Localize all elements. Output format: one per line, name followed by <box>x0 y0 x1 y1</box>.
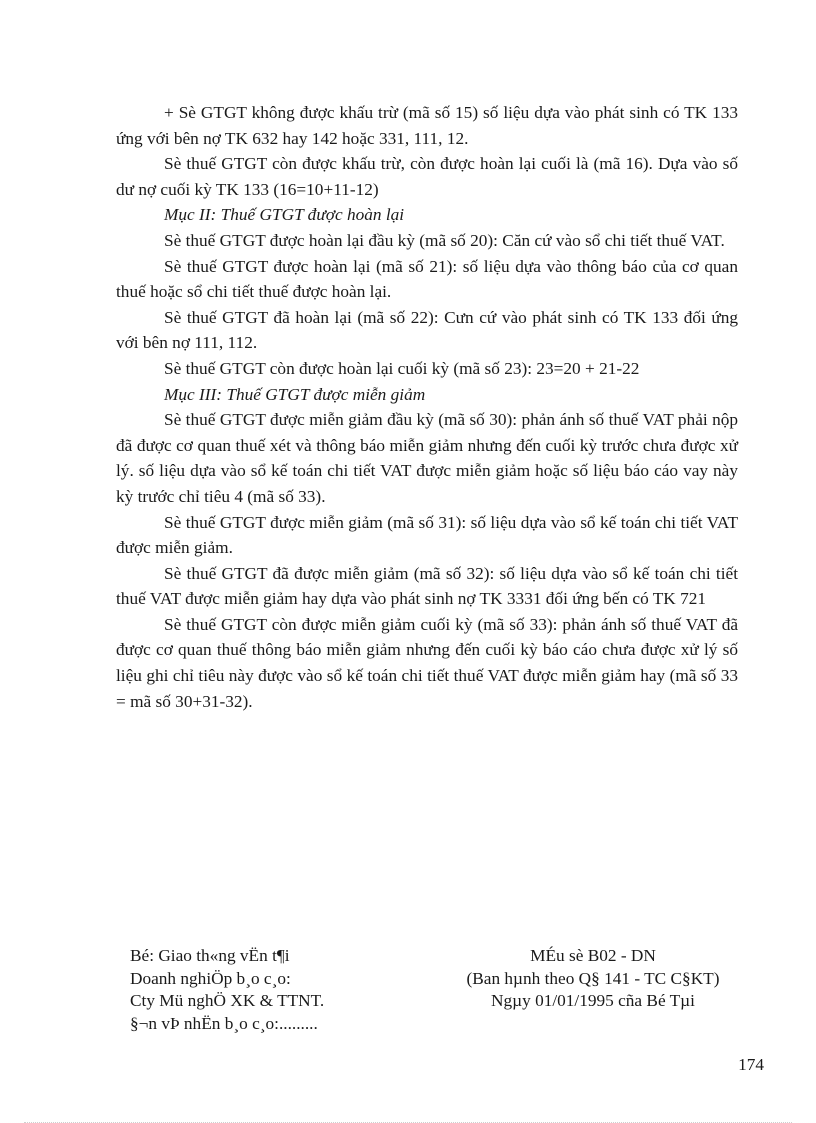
paragraph: Sè thuế GTGT được hoàn lại (mã số 21): số liệu dựa vào thông báo của cơ quan thuế hoặc sổ chi tiết thuế được hoàn lại. <box>116 256 738 302</box>
reporting-company-label: Doanh nghiÖp b¸o c¸o: <box>130 968 291 988</box>
issued-by: (Ban hµnh theo Q§ 141 - TC C§KT) <box>466 968 720 988</box>
company-name: Cty Mü nghÖ XK & TTNT. <box>130 991 325 1010</box>
section-heading: Mục II: Thuế GTGT được hoàn lại <box>164 205 405 225</box>
paragraph: Sè thuế GTGT còn được hoàn lại cuối kỳ (mã số 23): 23=20 + 21-22 <box>164 358 640 378</box>
paragraph: Sè thuế GTGT được hoàn lại đầu kỳ (mã số 20): Căn cứ vào sổ chi tiết thuế VAT. <box>164 230 725 250</box>
paragraph: Sè thuế GTGT đã hoàn lại (mã số 22): Cưn cứ vào phát sinh có TK 133 đối ứng với bên nợ 111, 112. <box>116 307 738 353</box>
paragraph: Sè thuế GTGT đã được miễn giảm (mã số 32): số liệu dựa vào sổ kế toán chi tiết thuế VAT được miễn giảm hay dựa vào phát sinh nợ TK 3331 đối ứng bến có TK 721 <box>116 563 738 609</box>
paragraph: + Sè GTGT không được khấu trừ (mã số 15) số liệu dựa vào phát sinh có TK 133 ứng với bên nợ TK 632 hay 142 hoặc 331, 111, 12. <box>116 103 738 148</box>
paragraph: Sè thuế GTGT còn được khấu trừ, còn được hoàn lại cuối là (mã 16). Dựa vào số dư nợ cuối kỳ TK 133 (16=10+11-12) <box>116 154 738 199</box>
body-text <box>116 100 738 714</box>
receiving-unit-label: §¬n vÞ nhËn b¸o c¸o:......... <box>130 1013 318 1033</box>
issue-date: Ngµy 01/01/1995 cña Bé Tµi <box>491 991 695 1010</box>
page-number: 174 <box>738 1055 764 1074</box>
section-heading: Mục III: Thuế GTGT được miễn giảm <box>164 384 426 404</box>
paragraph: Sè thuế GTGT còn được miễn giảm cuối kỳ (mã số 33): phản ánh số thuế VAT đã được cơ quan thuế thông báo miễn giảm nhưng đến cuối kỳ báo cáo chưa được xử lý số liệu ghi chỉ tiêu này được vào sổ kế toán chi tiết thuế VAT được miễn giảm hay (mã số 33 = mã số 30+31-32). <box>116 614 738 711</box>
paragraph: Sè thuế GTGT được miễn giảm đầu kỳ (mã số 30): phản ánh số thuế VAT phải nộp đã được cơ quan thuế xét và thông báo miễn giảm nhưng đến cuối kỳ trước chưa được xử lý. số liệu dựa vào sổ kế toán chi tiết VAT được miễn giảm hoặc số liệu báo cáo vay này kỳ trước chỉ tiêu 4 (mã số 33). <box>116 410 738 506</box>
report-header-left <box>130 945 324 1035</box>
report-header-right <box>440 945 746 1013</box>
paragraph: Sè thuế GTGT được miễn giảm (mã số 31): số liệu dựa vào sổ kế toán chi tiết VAT được miễn giảm. <box>116 512 738 558</box>
ministry-line: Bé: Giao th«ng vËn t¶i <box>130 946 290 965</box>
form-number: MÉu sè B02 - DN <box>530 946 656 965</box>
